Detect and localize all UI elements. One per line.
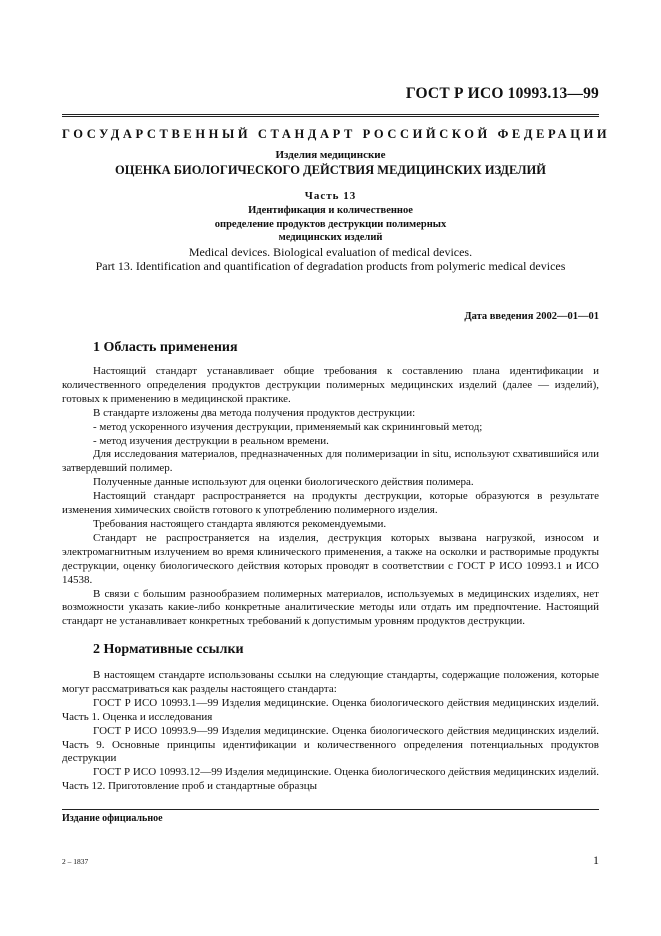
reference-item: ГОСТ Р ИСО 10993.9—99 Изделия медицинские. Оценка биологического действия медицинских изделий. Часть 9. Основные принципы идентификации и количественного определения потенциальных продуктов деструкции bbox=[62, 724, 599, 765]
paragraph: - метод ускоренного изучения деструкции, применяемый как скрининговый метод; bbox=[93, 420, 483, 433]
paragraph: В стандарте изложены два метода получения продуктов деструкции: bbox=[93, 406, 416, 419]
paragraph: Настоящий стандарт устанавливает общие требования к составлению плана идентификации и количественного определения продуктов деструкции полимерных медицинских изделий (далее — изделий), готовых к применению в медицинской практике. bbox=[62, 365, 599, 405]
part-label: Часть 13 bbox=[304, 190, 357, 202]
title-subtitle: Изделия медицинские bbox=[275, 149, 386, 161]
paragraph: Требования настоящего стандарта являются рекомендуемыми. bbox=[93, 517, 387, 530]
section2-body bbox=[62, 669, 599, 794]
reference-item: ГОСТ Р ИСО 10993.12—99 Изделия медицинские. Оценка биологического действия медицинских изделий. Часть 12. Приготовление проб и стандартные образцы bbox=[62, 766, 599, 793]
part-title bbox=[62, 204, 599, 245]
part-title-line: определение продуктов деструкции полимерных bbox=[214, 218, 447, 230]
footer-rule bbox=[62, 809, 599, 810]
english-title-line2: Part 13. Identification and quantification of degradation products from polymeric medical devices bbox=[95, 259, 566, 273]
state-standard-heading: ГОСУДАРСТВЕННЫЙ СТАНДАРТ РОССИЙСКОЙ ФЕДЕРАЦИИ bbox=[62, 127, 611, 141]
part-title-line: медицинских изделий bbox=[278, 232, 383, 243]
official-edition-label: Издание официальное bbox=[62, 813, 163, 824]
paragraph: В настоящем стандарте использованы ссылки на следующие стандарты, содержащие положения, которые могут рассматриваться как разделы настоящего стандарта: bbox=[62, 669, 599, 695]
page-number: 1 bbox=[593, 853, 599, 867]
header-rule-top bbox=[62, 114, 599, 115]
print-code: 2 – 1837 bbox=[62, 857, 89, 866]
paragraph: В связи с большим разнообразием полимерных материалов, используемых в медицинских изделиях, нет возможности указать какие-либо конкретные аналитические методы или отдать им предпочтение. Настоящий стандарт не устанавливает конкретных требований к допустимым уровням продуктов деструкции. bbox=[62, 587, 599, 628]
document-number: ГОСТ Р ИСО 10993.13—99 bbox=[405, 85, 599, 102]
header-rule-bottom bbox=[62, 116, 599, 117]
paragraph: Настоящий стандарт распространяется на продукты деструкции, которые образуются в результате изменения химических свойств готового к употреблению полимерного изделия. bbox=[62, 490, 599, 517]
part-title-line: Идентификация и количественное bbox=[248, 205, 413, 216]
reference-item: ГОСТ Р ИСО 10993.1—99 Изделия медицинские. Оценка биологического действия медицинских изделий. Часть 1. Оценка и исследования bbox=[62, 696, 599, 723]
paragraph: - метод изучения деструкции в реальном времени. bbox=[93, 434, 329, 447]
effective-date: Дата введения 2002—01—01 bbox=[464, 311, 599, 322]
paragraph: Полученные данные используют для оценки биологического действия полимера. bbox=[93, 476, 474, 489]
section2-heading: 2 Нормативные ссылки bbox=[93, 642, 244, 657]
paragraph: Стандарт не распространяется на изделия, деструкция которых вызвана нагрузкой, износом и электромагнитным излучением во время клинического применения, а также на осколки и растворимые продукты деструкции, оценку биологического действия которых проводят в соответствии с ГОСТ Р ИСО 10993.1 и ИСО 14538. bbox=[62, 531, 599, 586]
paragraph: Для исследования материалов, предназначенных для полимеризации in situ, используют схватившийся или затвердевший полимер. bbox=[62, 448, 599, 475]
section1-heading: 1 Область применения bbox=[93, 340, 238, 355]
title-main: ОЦЕНКА БИОЛОГИЧЕСКОГО ДЕЙСТВИЯ МЕДИЦИНСКИХ ИЗДЕЛИЙ bbox=[115, 163, 546, 177]
section1-body bbox=[62, 365, 599, 629]
english-title-line1: Medical devices. Biological evaluation of medical devices. bbox=[188, 245, 473, 259]
